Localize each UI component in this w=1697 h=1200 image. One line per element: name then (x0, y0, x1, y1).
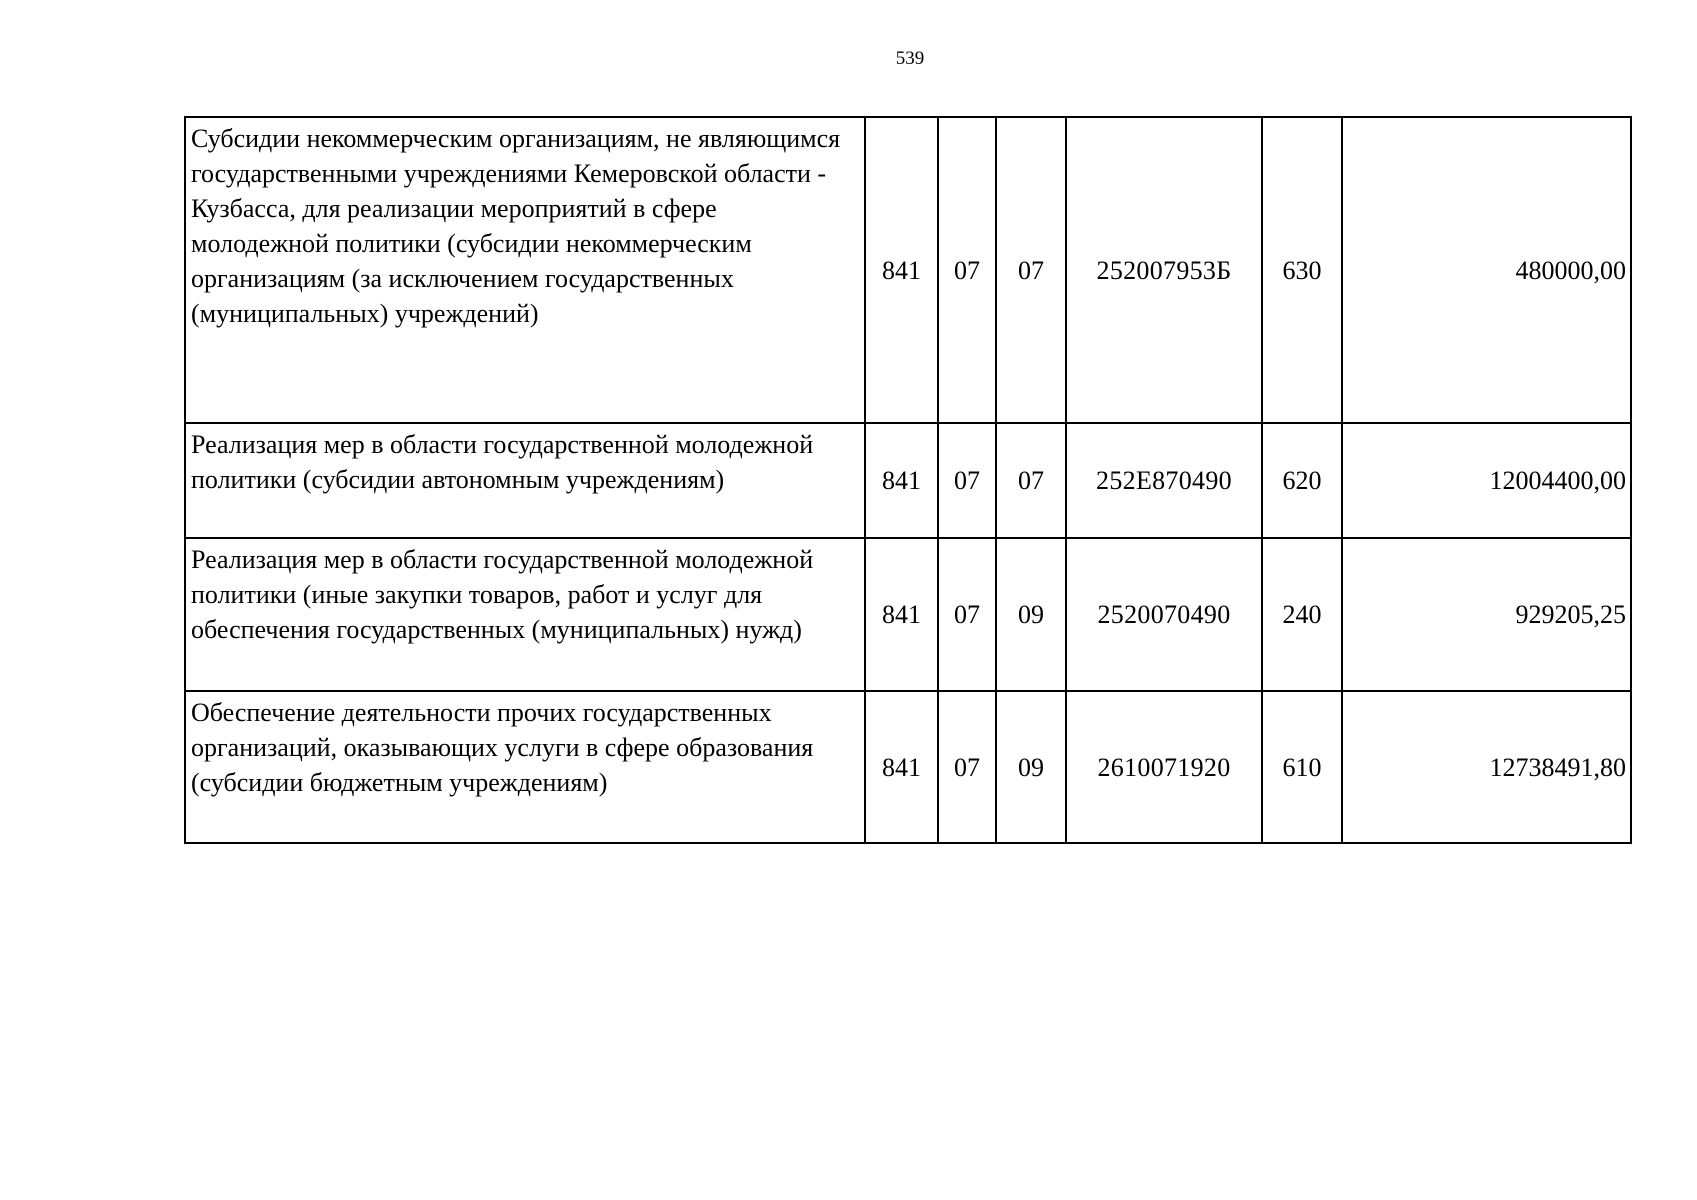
expense-type-code: 240 (1262, 538, 1342, 691)
table-row (185, 691, 1631, 843)
section-code: 07 (938, 691, 996, 843)
target-article-code: 252007953Б (1066, 117, 1262, 423)
subsection-code: 07 (996, 423, 1066, 538)
row-description: Субсидии некоммерческим организациям, не являющимся государственными учреждениями Кемеровской области - Кузбасса, для реализации мероприятий в сфере молодежной политики (субсидии некоммерческим организациям (за исключением государственных (муниципальных) учреждений) (185, 117, 865, 423)
row-description: Реализация мер в области государственной молодежной политики (субсидии автономным учреждениям) (185, 423, 865, 538)
target-article-code: 2520070490 (1066, 538, 1262, 691)
section-code: 07 (938, 538, 996, 691)
row-description: Обеспечение деятельности прочих государственных организаций, оказывающих услуги в сфере образования (субсидии бюджетным учреждениям) (185, 691, 865, 843)
budget-table (184, 116, 1632, 844)
table-row (185, 423, 1631, 538)
table-row (185, 117, 1631, 423)
table-row (185, 538, 1631, 691)
ministry-code: 841 (865, 117, 938, 423)
ministry-code: 841 (865, 691, 938, 843)
amount-value: 929205,25 (1342, 538, 1631, 691)
expense-type-code: 620 (1262, 423, 1342, 538)
subsection-code: 09 (996, 538, 1066, 691)
expense-type-code: 630 (1262, 117, 1342, 423)
expense-type-code: 610 (1262, 691, 1342, 843)
amount-value: 12738491,80 (1342, 691, 1631, 843)
target-article-code: 2610071920 (1066, 691, 1262, 843)
row-description: Реализация мер в области государственной молодежной политики (иные закупки товаров, работ и услуг для обеспечения государственных (муниципальных) нужд) (185, 538, 865, 691)
subsection-code: 07 (996, 117, 1066, 423)
page-number: 539 (895, 48, 925, 69)
ministry-code: 841 (865, 538, 938, 691)
ministry-code: 841 (865, 423, 938, 538)
amount-value: 480000,00 (1342, 117, 1631, 423)
section-code: 07 (938, 423, 996, 538)
section-code: 07 (938, 117, 996, 423)
amount-value: 12004400,00 (1342, 423, 1631, 538)
target-article-code: 252Е870490 (1066, 423, 1262, 538)
subsection-code: 09 (996, 691, 1066, 843)
